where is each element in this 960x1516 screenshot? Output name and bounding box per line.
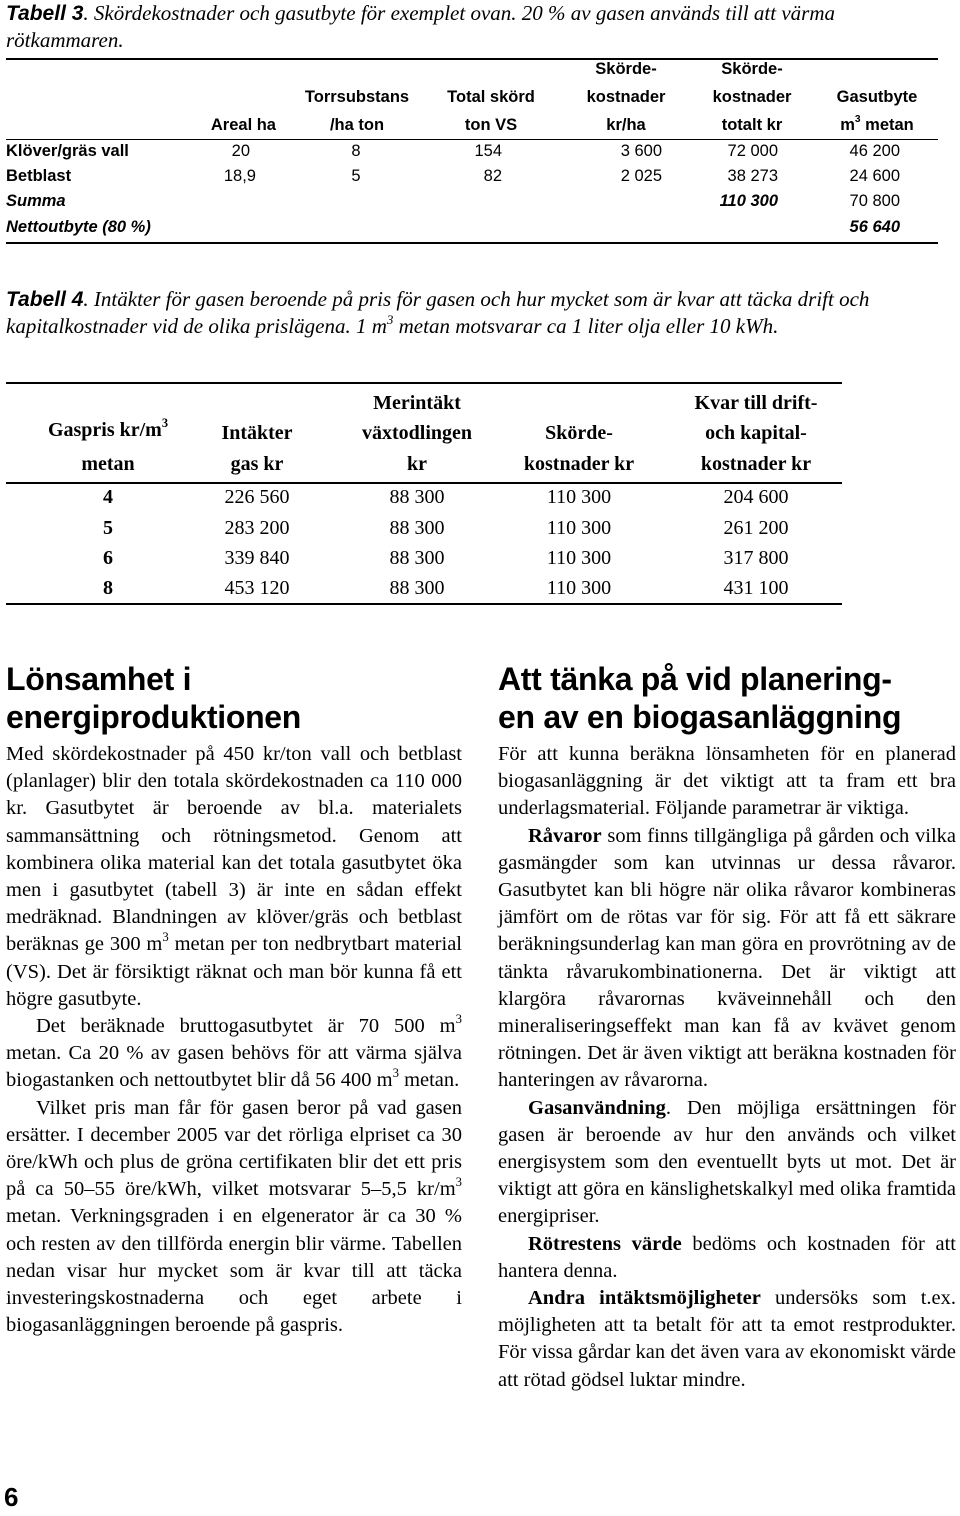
table3-bottom-rule [6,242,938,244]
right-paragraph-5: Andra intäktsmöjligheter undersöks som t.ex. möjligheten att ta betalt för att ta emot restprodukter. För vissa gårdar kan det även vara av ekonomiskt värde att rötad gödsel luktar mindre. [498,1287,956,1391]
table3-summa-totalt: 110 300 [719,192,778,210]
table4-row2-price: 5 [103,517,113,539]
table4-row3-skorde: 110 300 [546,547,612,569]
table4-row3-kvar: 317 800 [723,547,789,569]
table3-row1-totalt: 72 000 [727,142,778,160]
table3-header-totalt-3: totalt kr [721,116,783,134]
table3-caption [6,0,956,54]
table4-header-gaspris-1: Gaspris $kr/m^3$ [47,416,169,441]
table3 [6,58,938,244]
table3-summa-label: Summa [6,192,66,210]
table4-top-rule [6,382,842,384]
table3-header-areal: Areal ha [210,116,276,134]
table3-row1-total: 154 [474,142,502,160]
table4-header-skorde-1: Skörde- [545,422,613,444]
table3-netto-label: Nettoutbyte (80 %) [6,218,151,236]
table4-row2-kvar: 261 200 [723,517,789,539]
table3-row2-total: 82 [483,167,502,185]
table4-header-kvar-3: kostnader kr [700,453,812,475]
table3-header-rule [6,139,938,140]
left-body [6,741,462,1339]
table4-row1-intakter: 226 560 [224,486,290,508]
right-heading: Att tänka på vid planering- en av en biogasanläggning [498,661,902,735]
table3-header-krha-3: kr/ha [606,116,646,134]
table4-row4-intakter: 453 120 [224,577,290,599]
left-heading: Lönsamhet i energiproduktionen [6,661,302,735]
table4-row1-merintakt: 88 300 [389,486,445,508]
table3-row1-gas: 46 200 [849,142,900,160]
table3-header-krha-1: Skörde- [595,60,657,78]
table3-row2-areal: 18,9 [223,167,256,185]
table4-header-intakter-1: Intäkter [221,422,293,444]
table4-header-kvar-2: och kapital- [705,422,807,444]
table4-header-merintakt-2: växtodlingen [361,422,473,444]
right-paragraph-1: För att kunna beräkna lönsamheten för en planerad biogasanläggning är det viktigt att ta fram ett bra underlagsmaterial. Följande parametrar är viktiga. [498,743,956,820]
table3-netto-gas: 56 640 [849,218,900,236]
right-paragraph-4: Rötrestens värde bedöms och kostnaden för att hantera denna. [498,1232,956,1282]
table4-row1-skorde: 110 300 [546,486,612,508]
table4-row2-merintakt: 88 300 [389,517,445,539]
table4-row4-skorde: 110 300 [546,577,612,599]
table4-header-kvar-1: Kvar till drift- [694,392,818,414]
table4-row1-kvar: 204 600 [723,486,789,508]
table3-summa-gas: 70 800 [849,192,900,210]
table3-row2-ts: 5 [351,167,361,185]
table4-bottom-rule [6,603,842,605]
table4-header-merintakt-1: Merintäkt [373,392,461,414]
table3-header-krha-2: kostnader [586,88,666,106]
table4-row3-intakter: 339 840 [224,547,290,569]
table3-header-ts-1: Torrsubstans [304,88,410,106]
table4-header-gaspris-2: metan [81,453,135,475]
table4-row3-merintakt: 88 300 [389,547,445,569]
table3-caption-text: . Skördekostnader och gasutbyte för exemplet ovan. 20 % av gasen används till att värma rötkammaren. [6,1,835,52]
table4-header-skorde-2: kostnader kr [523,453,635,475]
table4-row1-price: 4 [103,486,113,508]
table3-row2-label: Betblast [6,167,72,185]
table3-header-total-1: Total skörd [447,88,535,106]
table3-header-ts-2: /ha ton [329,116,385,134]
table3-row2-gas: 24 600 [849,167,900,185]
table4-header-intakter-2: gas kr [230,453,284,475]
left-paragraph-2: Det beräknade bruttogasutbytet är 70 500 $m^3$ metan. Ca 20 % av gasen behövs för att värma själva biogastanken och nettoutbytet blir då 56 400 $m^3$ metan. [6,1011,462,1092]
table4-caption: Tabell 4. Intäkter för gasen beroende på pris för gasen och hur mycket som är kvar att täcka drift och kapitalkostnader vid de olika prislägena. 1 $m^3$ metan motsvarar ca 1 liter olja eller 10 kWh. [6,287,870,338]
table3-row2-krha: 2 025 [620,167,662,185]
table4-row4-kvar: 431 100 [723,577,789,599]
table3-row2-totalt: 38 273 [727,167,778,185]
table4-row2-skorde: 110 300 [546,517,612,539]
table4-row4-price: 8 [103,577,113,599]
table3-row1-krha: 3 600 [620,142,662,160]
table3-header-totalt-2: kostnader [712,88,792,106]
right-paragraph-3: Gasanvändning. Den möjliga ersättningen för gasen är beroende av hur den används och vilket energisystem som den eventuellt byts ut mot. Det är viktigt att göra en känslighetskalkyl med olika framtida energipriser. [498,1096,956,1228]
table3-caption-label: Tabell 3 [6,2,84,25]
table4-header-merintakt-3: kr [407,453,427,475]
right-body [498,741,956,1394]
page-number: 6 [4,1482,19,1512]
table4-row3-price: 6 [103,547,113,569]
table3-header-gas-1: Gasutbyte [836,88,918,106]
table3-header-total-2: ton VS [464,116,518,134]
left-paragraph-1: Med skördekostnader på 450 kr/ton vall och betblast (planlager) blir den totala skördekostnaden ca 110 000 kr. Gasutbytet är beroende av bl.a. materialets sammansättning och rötningsmetod. Genom att kombinera olika material kan det totala gasutbytet öka men i gasutbytet (tabell 3) är inte en sådan effekt medräknad. Blandningen av klöver/gräs och betblast beräknas ge 300 $m^3$ metan per ton nedbrytbart material (VS). Det är försiktigt räknat och man bör kunna få ett högre gasutbyte. [6,743,462,1010]
table4 [6,382,842,606]
table4-row2-intakter: 283 200 [224,517,290,539]
right-paragraph-2: Råvaror som finns tillgängliga på gården och vilka gasmängder som kan utvinnas ur dessa råvaror. Gasutbytet kan bli högre när olika råvaror kombineras jämfört om de rötas var för sig. För att få ett säkrare beräkningsunderlag kan man göra en provrötning av de tänkta råvarukombinationerna. Det är viktigt att klargöra råvarornas kväveinnehåll och den mineraliseringseffekt man kan få av kvävet genom rötningen. Det är även viktigt att beräkna kostnaden för hanteringen av råvarorna. [498,824,956,1092]
table3-row1-areal: 20 [231,142,250,160]
table3-row1-label: Klöver/gräs vall [6,142,129,160]
table3-header-gas-2: $m^3$ metan [840,114,914,134]
table4-header-rule [6,482,842,484]
table3-header-totalt-1: Skörde- [721,60,783,78]
table4-row4-merintakt: 88 300 [389,577,445,599]
table4-caption-label: Tabell 4 [6,288,84,311]
left-paragraph-3: Vilket pris man får för gasen beror på vad gasen ersätter. I december 2005 var det rörliga elpriset ca 30 öre/kWh och plus de gröna certifikaten blir det ett pris på ca 50–55 öre/kWh, vilket motsvarar 5–5,5 $kr/m^3$ metan. Verkningsgraden i en elgenerator är ca 30 % och resten av den tillförda energin blir värme. Tabellen nedan visar hur mycket som är kvar till att täcka investeringskostnaderna och eget arbete i biogasanläggningen beroende på gaspris. [6,1096,462,1337]
table3-row1-ts: 8 [351,142,361,160]
